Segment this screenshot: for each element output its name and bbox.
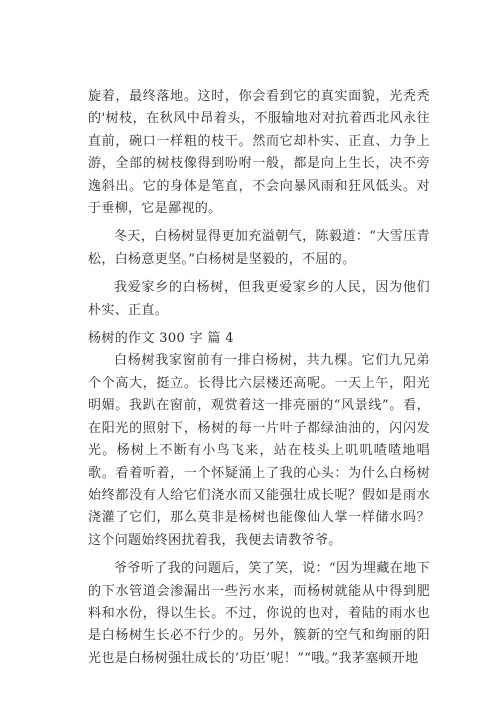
document-page: [88, 86, 430, 670]
section-heading: 杨树的作文 300 字 篇 4: [88, 331, 234, 347]
paragraph-window-poplars: 白杨树我家窗前有一排白杨树，共九棵。它们九兄弟个个高大，挺立。长得比六层楼还高呢。一天上午，阳光明媚。我趴在窗前，观赏着这一排亮丽的“风景线”。看，在阳光的照射下，杨树的每一片叶子都绿油油的，闪闪发光。杨树上不断有小鸟飞来，站在枝头上叽叽喳喳地唱歌。看着听着，一个怀疑涌上了我的心头：为什么白杨树始终都没有人给它们浇水而又能强壮成长呢？假如是雨水浇灌了它们，那么莫非是杨树也能像仙人掌一样储水吗？这个问题始终困扰着我，我便去请教爷爷。: [88, 353, 430, 548]
paragraph-winter: 冬天，白杨树显得更加充溢朝气，陈毅道：“大雪压青松，白杨意更坚。”白杨树是坚毅的，不屈的。: [88, 229, 430, 267]
paragraph-autumn: 旋着，最终落地。这时，你会看到它的真实面貌，光秃秃的'树枝，在秋风中昂着头，不服输地对对抗着西北风永往直前，碗口一样粗的枝干。然而它却朴实、正直、力争上游，全部的树枝像得到吩咐一般，都是向上生长，决不旁逸斜出。它的身体是笔直，不会向暴风雨和狂风低头。对于垂柳，它是鄙视的。: [88, 89, 430, 217]
paragraph-hometown: 我爱家乡的白杨树，但我更爱家乡的人民，因为他们朴实、正直。: [88, 280, 430, 318]
paragraph-grandpa-answer: 爷爷听了我的问题后，笑了笑，说：“因为埋藏在地下的下水管道会渗漏出一些污水来，而杨树就能从中得到肥料和水份，得以生长。不过，你说的也对，着陆的雨水也是白杨树生长必不行少的。另外，簇新的空气和绚丽的阳光也是白杨树强壮成长的‘功臣’呢！”“哦。”我茅塞顿开地: [88, 561, 430, 666]
